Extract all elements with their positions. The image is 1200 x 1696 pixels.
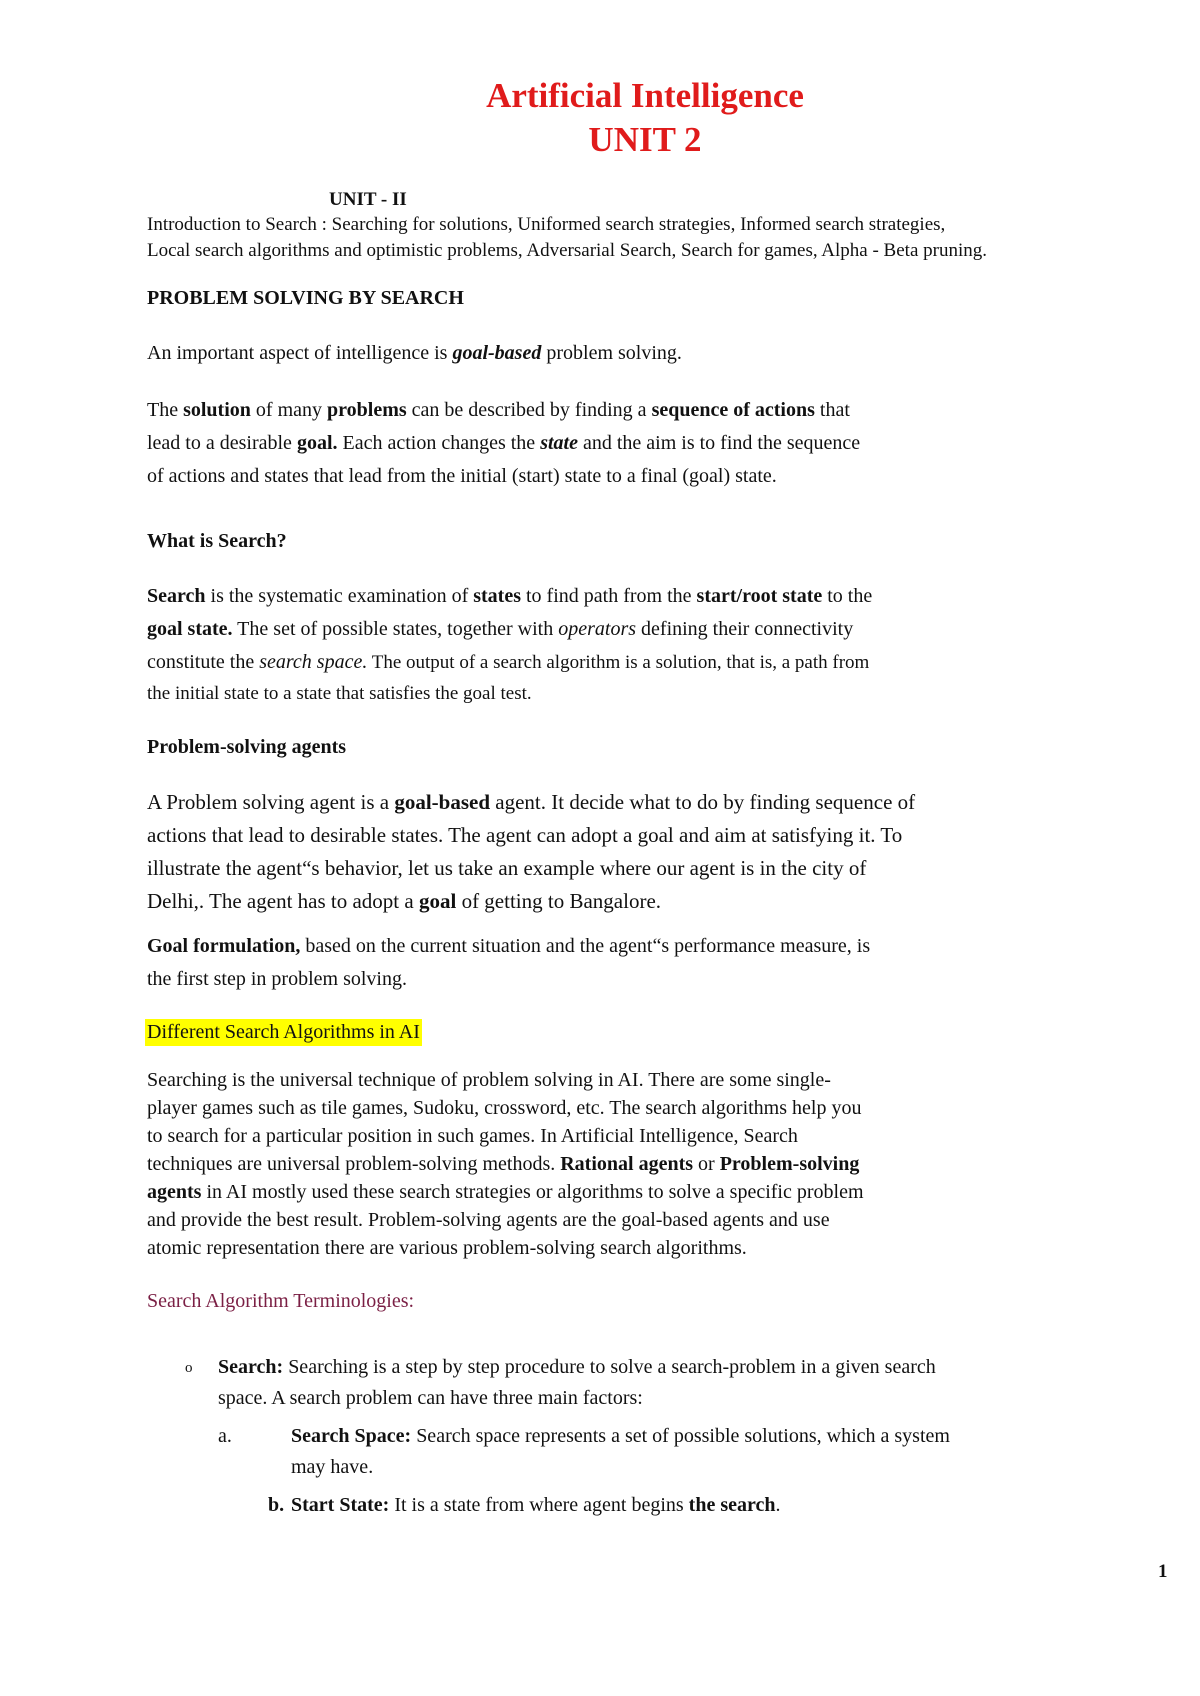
sublist-item-start-state: Start State: It is a state from where agent begins the search.	[291, 1494, 781, 1516]
unit-label: UNIT - II	[329, 189, 407, 210]
list-bullet: o	[185, 1360, 193, 1376]
sublist-marker-a: a.	[218, 1425, 232, 1447]
terminologies-heading: Search Algorithm Terminologies:	[147, 1290, 415, 1312]
sublist-item-search-space-line-1: Search Space: Search space represents a set of possible solutions, which a system	[291, 1425, 950, 1447]
algorithms-line-4: techniques are universal problem-solving methods. Rational agents or Problem-solving	[147, 1153, 860, 1175]
goal-line-1: Goal formulation, based on the current situation and the agent“s performance measure, is	[147, 935, 871, 957]
syllabus-line-2: Local search algorithms and optimistic problems, Adversarial Search, Search for games, Alpha - Beta pruning.	[147, 240, 987, 261]
algorithms-line-3: to search for a particular position in such games. In Artificial Intelligence, Search	[147, 1125, 798, 1147]
search-line-2: goal state. The set of possible states, together with operators defining their connectivity	[147, 618, 854, 640]
document-subtitle: UNIT 2	[588, 120, 702, 159]
goal-line-2: the first step in problem solving.	[147, 968, 407, 990]
page-number: 1	[1158, 1561, 1168, 1582]
agents-line-4: Delhi,. The agent has to adopt a goal of getting to Bangalore.	[147, 889, 662, 913]
algorithms-line-2: player games such as tile games, Sudoku, crossword, etc. The search algorithms help you	[147, 1097, 862, 1119]
agents-line-2: actions that lead to desirable states. The agent can adopt a goal and aim at satisfying it. To	[147, 823, 903, 847]
search-line-1: Search is the systematic examination of states to find path from the start/root state to the	[147, 585, 873, 607]
section-heading: PROBLEM SOLVING BY SEARCH	[147, 287, 464, 309]
what-is-search-heading: What is Search?	[147, 530, 287, 552]
solution-line-3: of actions and states that lead from the initial (start) state to a final (goal) state.	[147, 465, 777, 487]
agents-heading: Problem-solving agents	[147, 736, 347, 758]
algorithms-line-5: agents in AI mostly used these search strategies or algorithms to solve a specific problem	[147, 1181, 864, 1203]
search-line-4: the initial state to a state that satisfies the goal test.	[147, 683, 532, 704]
algorithms-heading: Different Search Algorithms in AI	[147, 1022, 422, 1042]
agents-line-3: illustrate the agent“s behavior, let us take an example where our agent is in the city of	[147, 856, 867, 880]
list-item-search-line-1: Search: Searching is a step by step procedure to solve a search-problem in a given search	[218, 1356, 936, 1378]
intro-paragraph: An important aspect of intelligence is goal-based problem solving.	[147, 342, 682, 364]
algorithms-line-7: atomic representation there are various problem-solving search algorithms.	[147, 1237, 747, 1259]
algorithms-line-6: and provide the best result. Problem-solving agents are the goal-based agents and use	[147, 1209, 830, 1231]
syllabus-line-1: Introduction to Search : Searching for solutions, Uniformed search strategies, Informed search strategies,	[147, 214, 946, 235]
sublist-item-search-space-line-2: may have.	[291, 1456, 374, 1478]
agents-line-1: A Problem solving agent is a goal-based agent. It decide what to do by finding sequence of	[147, 790, 916, 814]
solution-line-1: The solution of many problems can be described by finding a sequence of actions that	[147, 399, 850, 421]
solution-line-2: lead to a desirable goal. Each action changes the state and the aim is to find the sequence	[147, 432, 861, 454]
list-item-search-line-2: space. A search problem can have three main factors:	[218, 1387, 643, 1409]
search-line-3: constitute the search space. The output of a search algorithm is a solution, that is, a path from	[147, 651, 870, 673]
sublist-marker-b: b.	[268, 1494, 285, 1516]
algorithms-line-1: Searching is the universal technique of problem solving in AI. There are some single-	[147, 1069, 831, 1091]
document-title: Artificial Intelligence	[486, 76, 804, 115]
